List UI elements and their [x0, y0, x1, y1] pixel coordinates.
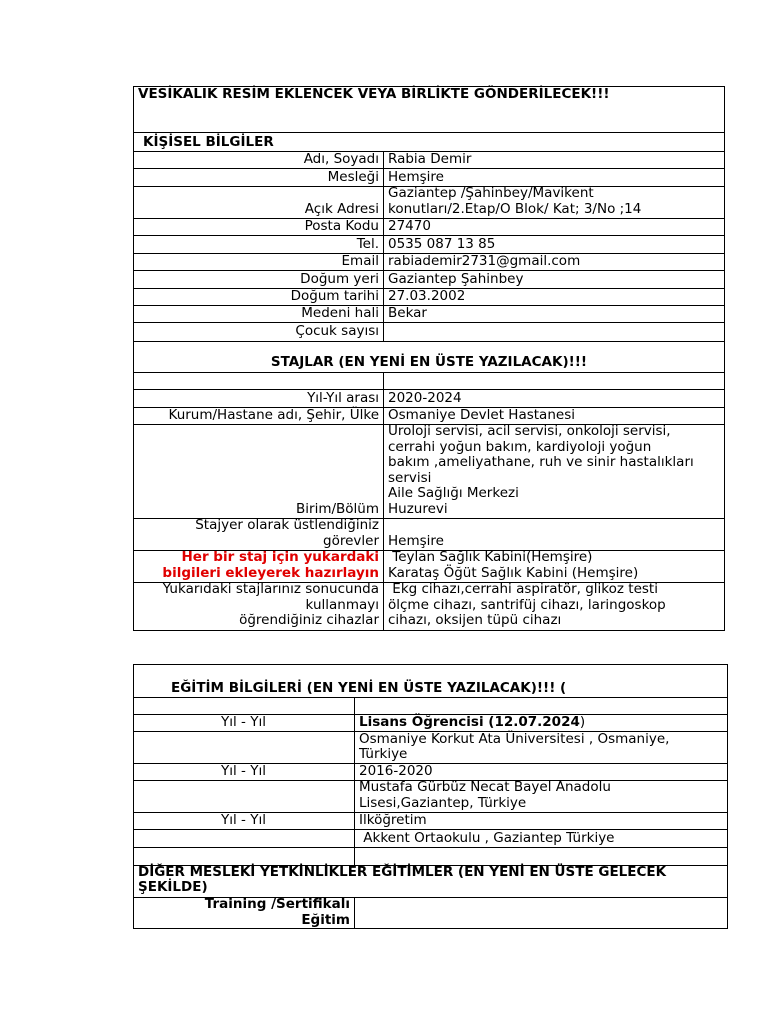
institution-value: Osmaniye Devlet Hastanesi — [388, 407, 575, 423]
birthdate-label: Doğum tarihi — [290, 288, 379, 304]
postal-code-label: Posta Kodu — [304, 218, 379, 234]
education-degree-bold: Lisans Öğrencisi (12.07.2024 — [359, 714, 580, 730]
education-degree-tail: ) — [579, 714, 586, 730]
devices-label-line: Yukarıdaki stajlarınız sonucunda — [162, 581, 379, 597]
duties-value: Hemşire — [388, 533, 444, 549]
highschool-years: 2016-2020 — [359, 763, 433, 779]
highschool-line-2: Lisesi,Gaziantep, Türkiye — [359, 795, 527, 811]
duties-label-line-2: görevler — [323, 533, 379, 549]
unit-line: bakım ,ameliyathane, ruh ve sinir hastalıkları — [388, 454, 694, 470]
institution-label: Kurum/Hastane adı, Şehir, Ülke — [168, 407, 379, 423]
devices-label-line: kullanmayı — [305, 597, 379, 613]
training-label-line-2: Eğitim — [301, 912, 350, 928]
training-label-line-1: Training /Sertifikalı — [204, 896, 350, 912]
address-line-1: Gaziantep /Şahinbey/Mavikent — [388, 185, 594, 201]
photo-note: VESİKALIK RESİM EKLENCEK VEYA BİRLİKTE GÖNDERİLECEK!!! — [138, 86, 610, 102]
name-value: Rabia Demir — [388, 151, 472, 167]
other-competencies-heading-line-1: DİĞER MESLEKİ YETKİNLİKLER EĞİTİMLER (EN YENİ EN ÜSTE GELECEK — [138, 864, 667, 880]
university-line-1: Osmaniye Korkut Ata Üniversitesi , Osmaniye, — [359, 731, 670, 747]
other-competencies-heading-line-2: ŞEKİLDE) — [138, 879, 208, 895]
university-line-2: Türkiye — [359, 746, 408, 762]
education-years-label: Yıl - Yıl — [221, 812, 266, 828]
internships-heading: STAJLAR (EN YENİ EN ÜSTE YAZILACAK)!!! — [270, 354, 588, 370]
duties-label-line-1: Stajyer olarak üstlendiğiniz — [195, 517, 379, 533]
education-years-label: Yıl - Yıl — [221, 714, 266, 730]
unit-label: Birim/Bölüm — [296, 501, 379, 517]
extra-internship-line-1: Teylan Sağlık Kabini(Hemşire) — [388, 549, 593, 565]
middle-school: Akkent Ortaokulu , Gaziantep Türkiye — [359, 830, 615, 846]
devices-value-line: Ekg cihazı,cerrahi aspiratör, glikoz testi — [388, 581, 658, 597]
birthdate-value: 27.03.2002 — [388, 288, 466, 304]
devices-label-line: öğrendiğiniz cihazlar — [239, 612, 379, 628]
unit-line: Huzurevi — [388, 501, 448, 517]
address-label: Açık Adresi — [304, 201, 379, 217]
unit-line: servisi — [388, 470, 432, 486]
marital-status-label: Medeni hali — [301, 305, 379, 321]
instruction-note-line-1: Her bir staj için yukardaki — [181, 549, 379, 565]
unit-line: Aile Sağlığı Merkezi — [388, 485, 519, 501]
postal-code-value: 27470 — [388, 218, 431, 234]
address-line-2: konutları/2.Etap/O Blok/ Kat; 3/No ;14 — [388, 201, 642, 217]
email-value: rabiademir2731@gmail.com — [388, 253, 581, 269]
devices-value-line: ölçme cihazı, santrifüj cihazı, laringoskop — [388, 597, 666, 613]
devices-value-line: cihazı, oksijen tüpü cihazı — [388, 612, 562, 628]
education-degree — [359, 715, 585, 731]
primary-school-level: Ilköğretim — [359, 812, 427, 828]
internship-years-label: Yıl-Yıl arası — [307, 390, 379, 406]
name-label: Adı, Soyadı — [303, 151, 379, 167]
internship-years-value: 2020-2024 — [388, 390, 462, 406]
children-count-label: Çocuk sayısı — [295, 323, 379, 339]
marital-status-value: Bekar — [388, 305, 427, 321]
email-label: Email — [341, 253, 379, 269]
unit-line: Uroloji servisi, acil servisi, onkoloji servisi, — [388, 423, 671, 439]
job-label: Mesleği — [327, 169, 379, 185]
phone-label: Tel. — [356, 236, 379, 252]
highschool-line-1: Mustafa Gürbüz Necat Bayel Anadolu — [359, 779, 611, 795]
unit-line: cerrahi yoğun bakım, kardiyoloji yoğun — [388, 439, 652, 455]
job-value: Hemşire — [388, 169, 444, 185]
extra-internship-line-2: Karataş Öğüt Sağlık Kabini (Hemşire) — [388, 565, 639, 581]
birthplace-label: Doğum yeri — [300, 271, 379, 287]
personal-info-heading: KİŞİSEL BİLGİLER — [143, 134, 274, 150]
education-heading: EĞİTİM BİLGİLERİ (EN YENİ EN ÜSTE YAZILACAK)!!! ( — [171, 680, 567, 696]
phone-value: 0535 087 13 85 — [388, 236, 496, 252]
instruction-note-line-2: bilgileri ekleyerek hazırlayın — [162, 565, 379, 581]
education-years-label: Yıl - Yıl — [221, 763, 266, 779]
birthplace-value: Gaziantep Şahinbey — [388, 271, 524, 287]
